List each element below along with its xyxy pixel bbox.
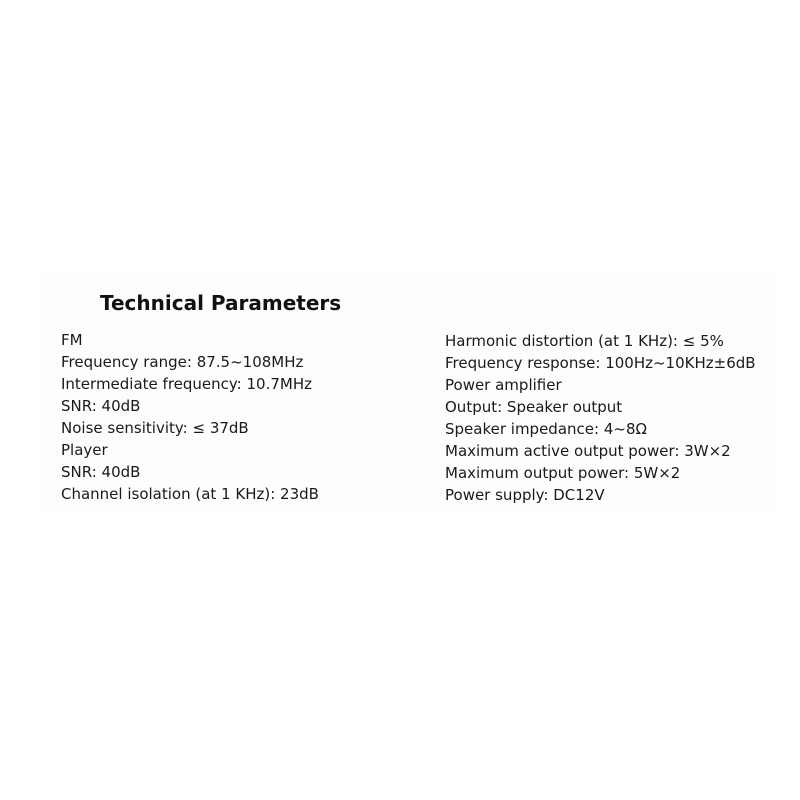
spec-line: Maximum active output power: 3W×2 [445, 442, 731, 460]
spec-line: Maximum output power: 5W×2 [445, 464, 681, 482]
spec-line: Noise sensitivity: ≤ 37dB [61, 419, 249, 437]
spec-line: Intermediate frequency: 10.7MHz [61, 375, 313, 393]
spec-line: SNR: 40dB [61, 397, 141, 415]
spec-line: Speaker impedance: 4~8Ω [445, 420, 647, 438]
section-heading-power-amplifier: Power amplifier [445, 376, 562, 394]
spec-list-right [445, 330, 756, 506]
spec-line: Output: Speaker output [445, 398, 623, 416]
section-heading-player: Player [61, 441, 108, 459]
section-heading-fm: FM [61, 331, 83, 349]
spec-line: Harmonic distortion (at 1 KHz): ≤ 5% [445, 332, 724, 350]
spec-line: Frequency range: 87.5~108MHz [61, 353, 304, 371]
spec-list-left [61, 329, 319, 505]
spec-line: Frequency response: 100Hz~10KHz±6dB [445, 354, 756, 372]
spec-line: Power supply: DC12V [445, 486, 605, 504]
spec-line: Channel isolation (at 1 KHz): 23dB [61, 485, 319, 503]
page-title: Technical Parameters [100, 291, 342, 315]
spec-line: SNR: 40dB [61, 463, 141, 481]
